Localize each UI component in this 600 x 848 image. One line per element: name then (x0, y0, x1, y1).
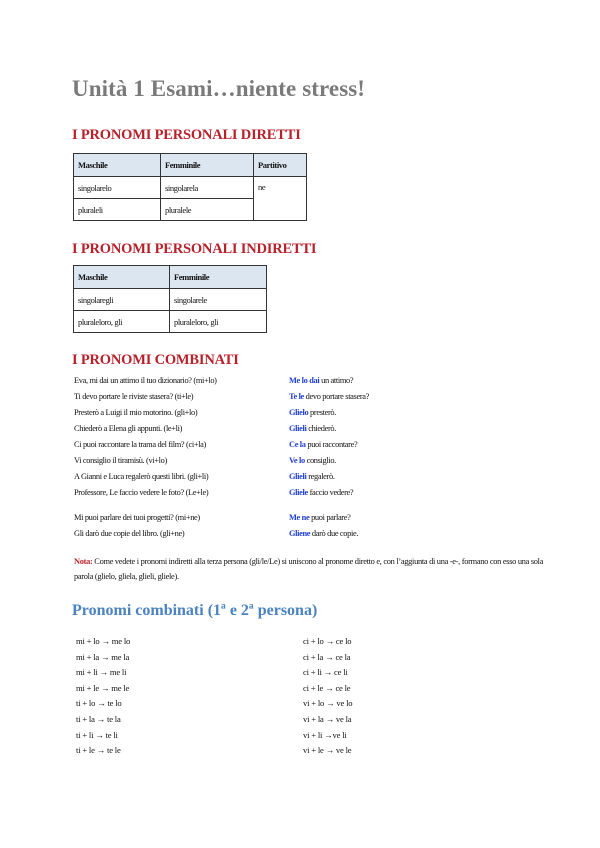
note-text: Come vedete i pronomi indiretti alla terza persona (gli/le/Le) si uniscono al pronome diretto e, con l’aggiunta di una -e-, formano con esso una sola parola (glielo, gliela, glieli, gliele). (74, 557, 544, 581)
cell-value: gli (105, 294, 114, 305)
list-item (74, 513, 351, 522)
section-title-diretti: I PRONOMI PERSONALI DIRETTI (72, 127, 301, 143)
cell-value: la (192, 182, 198, 193)
example-answer: devo portare stasera? (303, 392, 370, 401)
example-answer: puoi raccontare? (305, 440, 358, 449)
cell-label: singolare (165, 182, 193, 193)
table-row (74, 311, 267, 333)
example-answer: un attimo? (319, 376, 354, 385)
list-item: mi + le → me le (76, 682, 130, 693)
section-title-combinati: I PRONOMI COMBINATI (72, 352, 239, 368)
header-partitivo: Partitivo (254, 154, 307, 177)
example-answer-pronoun: Ve lo (289, 456, 305, 465)
example-answer-pronoun: Glielo (289, 408, 309, 417)
list-item: ti + lo → te lo (76, 698, 122, 709)
header-femminile: Femminile (170, 266, 267, 289)
example-sentence: Chiederò a Elena gli appunti. (le+li) (74, 424, 183, 433)
list-item: ti + le → te le (76, 745, 121, 756)
example-answer-pronoun: Glieli (289, 472, 307, 481)
list-item: mi + li → me li (76, 667, 127, 678)
note (74, 554, 544, 584)
example-answer: presterò. (308, 408, 336, 417)
list-item: mi + la → me la (76, 651, 130, 662)
list-item (74, 529, 359, 538)
list-item: ci + la → ce la (303, 651, 351, 662)
list-item: vi + lo → ve lo (303, 698, 353, 709)
example-answer-pronoun: Gliene (289, 529, 311, 538)
cell-label: plurale (78, 204, 99, 215)
cell-value: li (98, 204, 103, 215)
example-answer: faccio vedere? (307, 488, 354, 497)
example-answer: regalerò. (306, 472, 335, 481)
section-title-indiretti: I PRONOMI PERSONALI INDIRETTI (72, 241, 317, 257)
page-title: Unità 1 Esami…niente stress! (72, 76, 366, 101)
note-label: Nota: (74, 557, 93, 566)
combinations-left (76, 636, 130, 761)
cell-value: le (201, 294, 207, 305)
list-item (74, 456, 336, 465)
example-sentence: Eva, mi dai un attimo il tuo dizionario? (mi+lo) (74, 376, 217, 385)
cell-label: singolare (78, 182, 106, 193)
list-item: ti + la → te la (76, 713, 121, 724)
list-item (74, 472, 335, 481)
example-answer-pronoun: Te le (289, 392, 304, 401)
header-maschile: Maschile (74, 154, 161, 177)
example-answer-pronoun: Ce la (289, 440, 306, 449)
example-answer-pronoun: Gliele (289, 488, 308, 497)
example-sentence: Gli darò due copie del libro. (gli+ne) (74, 529, 185, 538)
list-item: ci + li → ce li (303, 667, 348, 678)
example-sentence: Ti devo portare le riviste stasera? (ti+le) (74, 392, 194, 401)
cell-partitivo: ne (254, 177, 307, 221)
table-row (74, 289, 267, 311)
list-item (74, 424, 336, 433)
list-item: mi + lo → me lo (76, 636, 131, 646)
example-sentence: A Gianni e Luca regalerò questi libri. (gli+li) (74, 472, 209, 481)
example-answer: darò due copie. (310, 529, 359, 538)
example-sentence: Vi consiglio il tiramisù. (vi+lo) (74, 456, 167, 465)
list-item: vi + le → ve le (303, 745, 352, 756)
table-diretti (73, 153, 307, 221)
example-sentence: Presterò a Luigi il mio motorino. (gli+lo) (74, 408, 198, 417)
list-item: ti + li → te li (76, 729, 118, 740)
cell-value: loro, gli (194, 316, 219, 327)
cell-value: lo (105, 182, 112, 193)
header-maschile: Maschile (74, 266, 170, 289)
cell-value: le (185, 204, 192, 215)
example-answer: puoi parlare? (309, 513, 351, 522)
list-item (74, 440, 358, 449)
example-answer: consiglio. (304, 456, 336, 465)
list-item (74, 408, 336, 417)
example-sentence: Mi puoi parlare dei tuoi progetti? (mi+ne) (74, 513, 200, 522)
table-indiretti (73, 265, 267, 333)
list-item: vi + li →ve li (303, 729, 347, 740)
cell-label: singolare (174, 294, 202, 305)
list-item (74, 376, 354, 385)
section-title-persona: Pronomi combinati (1ª e 2ª persona) (72, 602, 318, 619)
combinations-right (303, 636, 352, 761)
header-femminile: Femminile (161, 154, 254, 177)
cell-value: loro, gli (98, 316, 123, 327)
example-answer-pronoun: Glieli (289, 424, 307, 433)
example-answer: chiederò. (306, 424, 336, 433)
list-item: ci + lo → ce lo (303, 636, 352, 646)
list-item (74, 488, 354, 497)
example-sentence: Ci puoi raccontare la trama del film? (ci+la) (74, 440, 206, 449)
table-row (74, 177, 307, 199)
list-item: ci + le → ce le (303, 682, 351, 693)
example-answer-pronoun: Me lo dai (289, 376, 320, 385)
list-item (74, 392, 370, 401)
cell-label: plurale (78, 316, 99, 327)
cell-label: plurale (174, 316, 195, 327)
cell-label: singolare (78, 294, 106, 305)
cell-label: plurale (165, 204, 186, 215)
example-sentence: Professore, Le faccio vedere le foto? (Le+le) (74, 488, 209, 497)
example-answer-pronoun: Me ne (289, 513, 310, 522)
list-item: vi + la → ve la (303, 713, 352, 724)
